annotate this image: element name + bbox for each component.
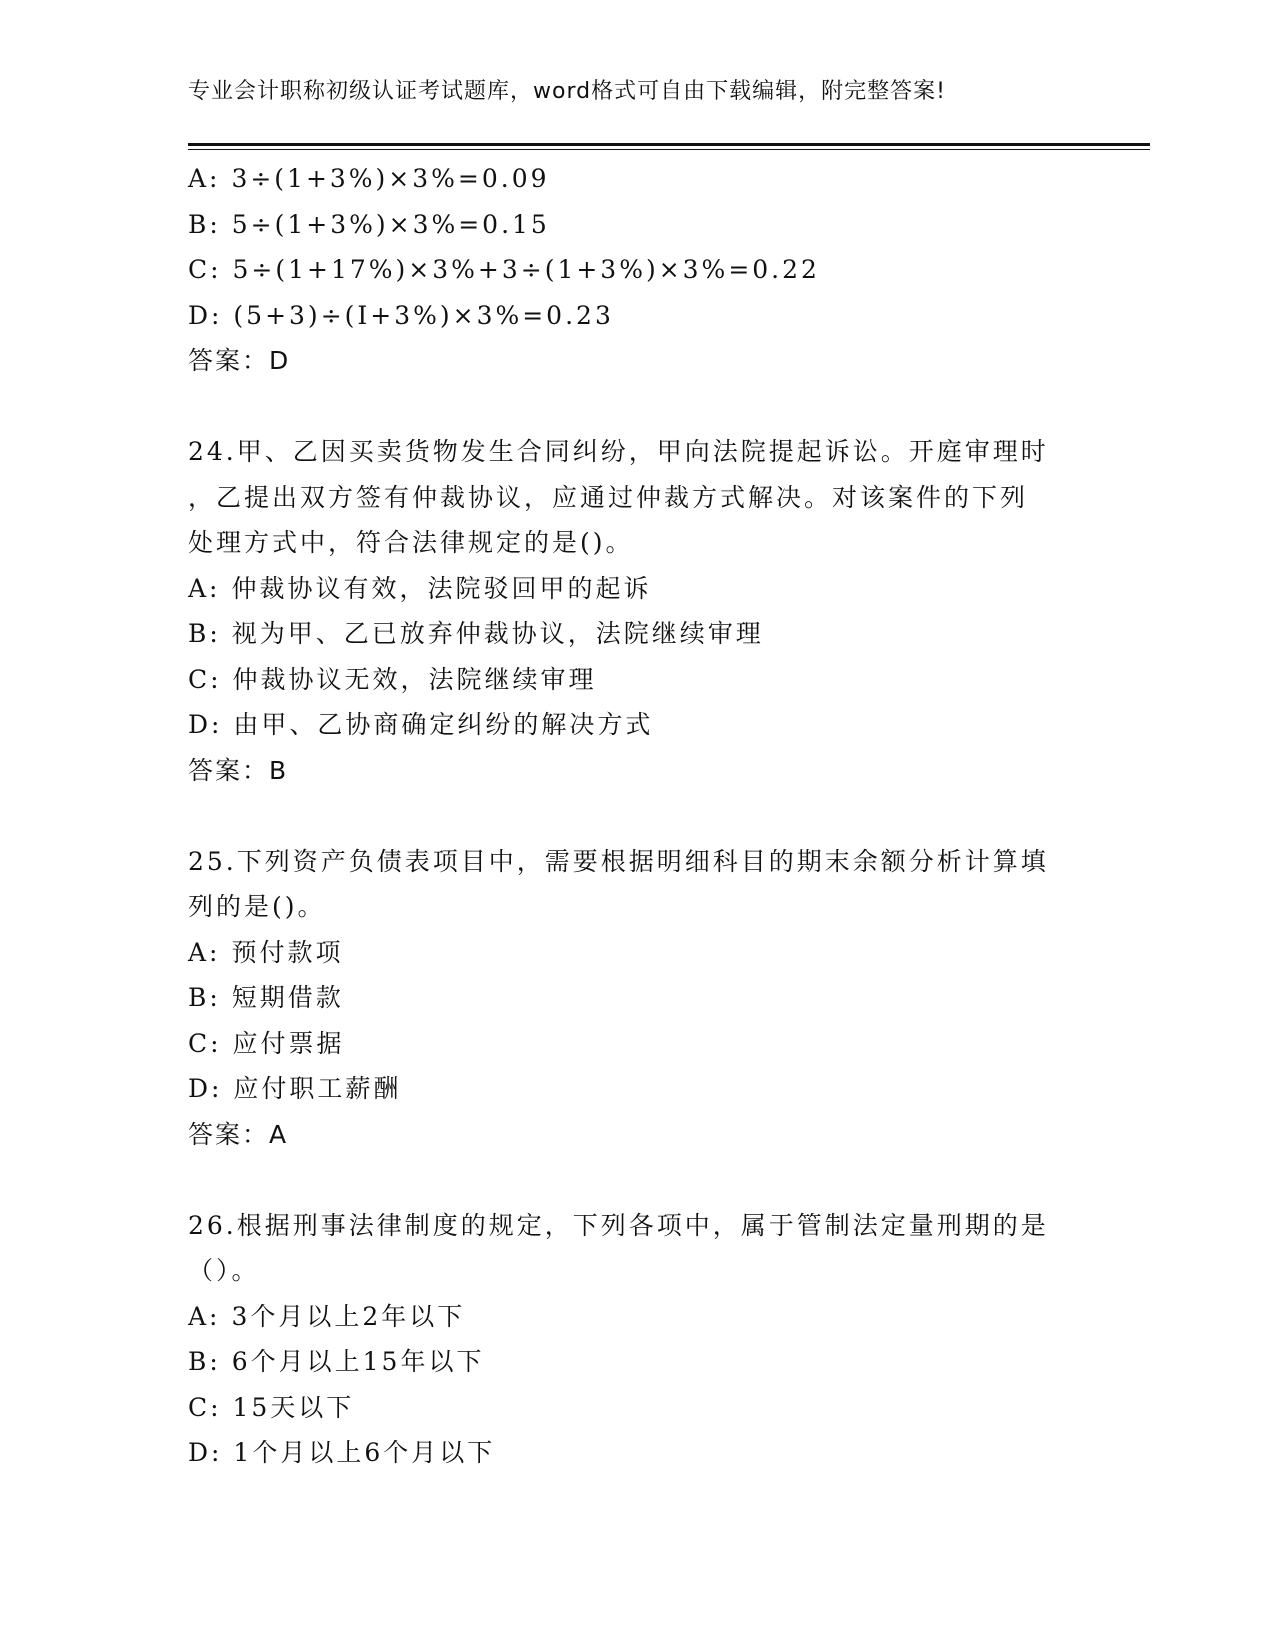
option-text: 6个月以上15年以下	[231, 1347, 485, 1376]
option-key: C:	[188, 664, 233, 694]
option-key: D:	[188, 1438, 234, 1467]
option-text: 仲裁协议无效，法院继续审理	[232, 664, 597, 694]
answer-line: 答案：A	[188, 1119, 289, 1149]
spacer	[188, 1157, 1088, 1203]
question-stem-line: （）。	[188, 1256, 260, 1285]
option-key: B:	[188, 209, 232, 239]
option-a	[188, 930, 1088, 976]
option-key: B:	[188, 1347, 232, 1376]
option-text: 15天以下	[232, 1392, 355, 1422]
option-text: 仲裁协议有效，法院驳回甲的起诉	[231, 573, 652, 603]
option-key: A:	[188, 1301, 232, 1331]
option-text: 预付款项	[231, 937, 344, 967]
option-text: 1个月以上6个月以下	[233, 1438, 496, 1467]
option-key: C:	[188, 255, 233, 284]
option-a	[188, 1294, 1088, 1340]
question-stem-line: 24.甲、乙因买卖货物发生合同纠纷，甲向法院提起诉讼。开庭审理时	[188, 437, 1049, 466]
option-b	[188, 611, 1088, 657]
spacer	[188, 793, 1088, 839]
option-c	[188, 657, 1088, 703]
question-stem-line: 26.根据刑事法律制度的规定，下列各项中，属于管制法定量刑期的是	[188, 1210, 1049, 1240]
page-header: 专业会计职称初级认证考试题库，word格式可自由下载编辑，附完整答案!	[188, 79, 946, 104]
option-text: 应付票据	[232, 1028, 345, 1058]
question-23-options	[188, 156, 1088, 384]
option-b	[188, 975, 1088, 1021]
option-key: C:	[188, 1392, 233, 1422]
option-text: 应付职工薪酬	[233, 1074, 402, 1103]
header-divider-thin	[188, 149, 1150, 150]
header-divider-thick	[188, 143, 1150, 146]
question-26	[188, 1203, 1088, 1476]
option-key: A:	[188, 937, 232, 967]
option-key: B:	[188, 619, 232, 648]
spacer	[188, 384, 1088, 430]
option-text: 5÷(1+17%)×3%+3÷(1+3%)×3%=0.22	[232, 255, 820, 284]
option-key: A:	[188, 573, 232, 603]
option-text: 3个月以上2年以下	[231, 1301, 466, 1331]
question-stem-line: 处理方式中，符合法律规定的是()。	[188, 528, 634, 557]
question-24	[188, 429, 1088, 793]
option-key: C:	[188, 1028, 233, 1058]
option-text: 由甲、乙协商确定纠纷的解决方式	[233, 710, 654, 739]
option-b	[188, 202, 1088, 248]
option-c	[188, 1021, 1088, 1067]
option-c	[188, 1385, 1088, 1431]
option-key: D:	[188, 1074, 234, 1103]
option-text: 短期借款	[231, 983, 344, 1012]
option-text: 3÷(1+3%)×3%=0.09	[231, 164, 550, 193]
question-content	[188, 156, 1088, 1476]
option-text: 视为甲、乙已放弃仲裁协议，法院继续审理	[231, 619, 764, 648]
option-text: (5+3)÷(I+3%)×3%=0.23	[233, 300, 614, 330]
option-a	[188, 156, 1088, 202]
answer-line: 答案：D	[188, 346, 291, 375]
option-d	[188, 702, 1088, 748]
question-stem-line: 25.下列资产负债表项目中，需要根据明细科目的期末余额分析计算填	[188, 846, 1049, 876]
question-stem-line: ，乙提出双方签有仲裁协议，应通过仲裁方式解决。对该案件的下列	[188, 482, 1029, 512]
option-d	[188, 1430, 1088, 1476]
option-text: 5÷(1+3%)×3%=0.15	[231, 209, 550, 239]
option-key: D:	[188, 300, 234, 330]
option-key: D:	[188, 710, 234, 739]
question-25	[188, 839, 1088, 1158]
question-stem-line: 列的是()。	[188, 892, 326, 921]
option-key: A:	[188, 164, 232, 193]
option-d	[188, 1066, 1088, 1112]
option-key: B:	[188, 983, 232, 1012]
option-c	[188, 247, 1088, 293]
option-a	[188, 566, 1088, 612]
option-b	[188, 1339, 1088, 1385]
answer-line: 答案：B	[188, 755, 289, 785]
option-d	[188, 293, 1088, 339]
